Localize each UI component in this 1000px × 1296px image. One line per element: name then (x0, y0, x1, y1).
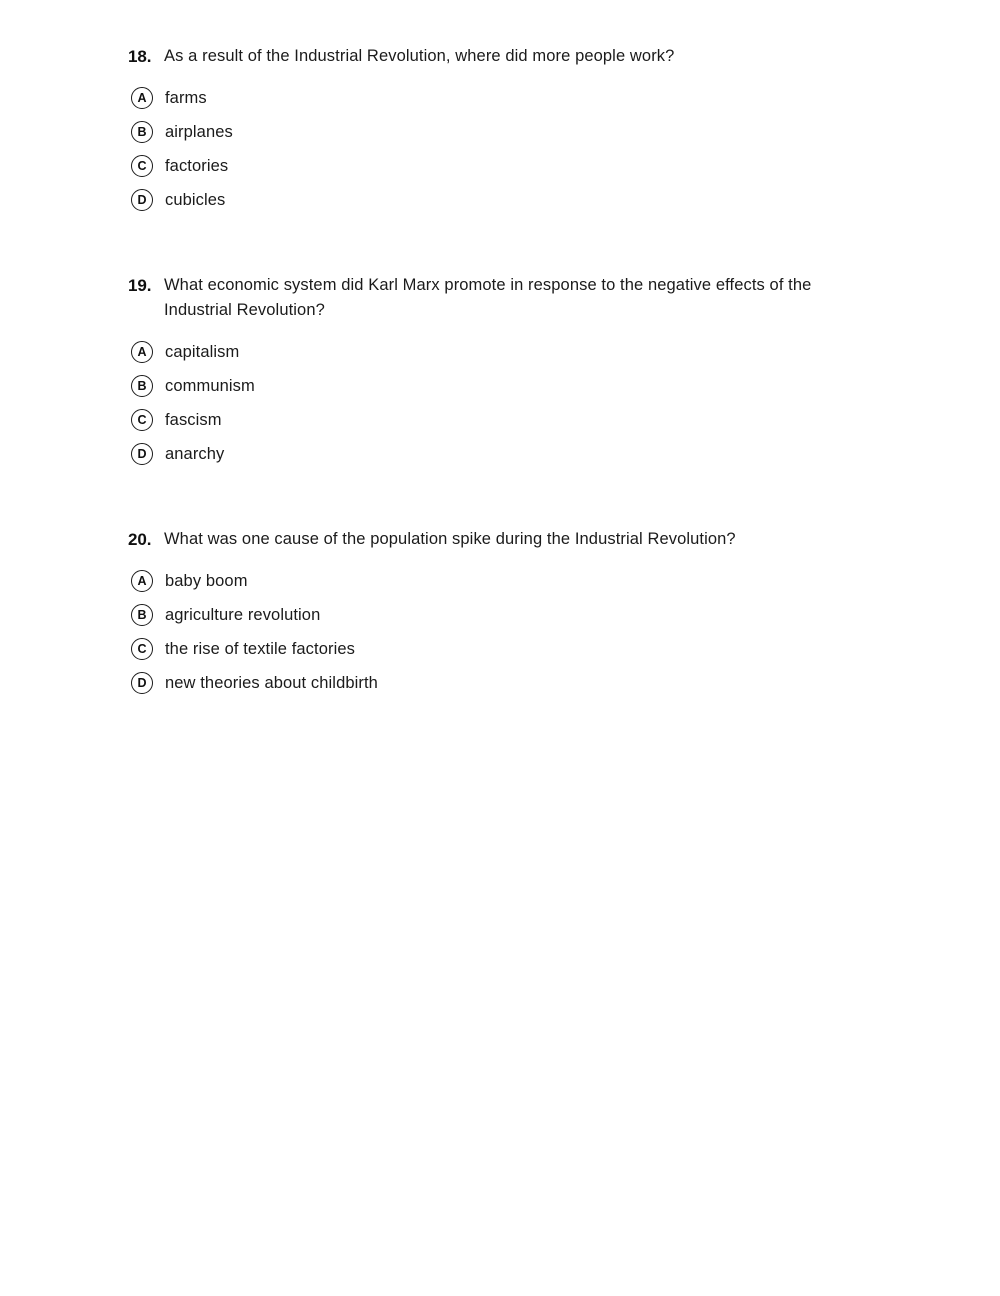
question-block (128, 273, 910, 471)
option-bubble-c[interactable]: C (131, 409, 153, 431)
question-stem (128, 273, 910, 323)
option-row[interactable] (128, 564, 910, 598)
option-label: agriculture revolution (165, 606, 321, 624)
option-label: fascism (165, 411, 222, 429)
option-bubble-a[interactable]: A (131, 570, 153, 592)
option-row[interactable] (128, 632, 910, 666)
option-row[interactable] (128, 81, 910, 115)
option-bubble-a[interactable]: A (131, 87, 153, 109)
option-bubble-b[interactable]: B (131, 604, 153, 626)
option-label: baby boom (165, 572, 248, 590)
option-label: capitalism (165, 343, 240, 361)
option-bubble-d[interactable]: D (131, 672, 153, 694)
option-list (128, 564, 910, 700)
question-text: As a result of the Industrial Revolution, where did more people work? (164, 47, 675, 65)
option-label: cubicles (165, 191, 226, 209)
option-label: factories (165, 157, 229, 175)
option-bubble-d[interactable]: D (131, 189, 153, 211)
question-block (128, 527, 910, 700)
option-row[interactable] (128, 403, 910, 437)
option-bubble-c[interactable]: C (131, 155, 153, 177)
option-bubble-a[interactable]: A (131, 341, 153, 363)
question-text: What economic system did Karl Marx promote in response to the negative effects of the Industrial Revolution? (164, 276, 812, 319)
option-row[interactable] (128, 183, 910, 217)
option-label: anarchy (165, 445, 225, 463)
option-label: communism (165, 377, 255, 395)
option-bubble-c[interactable]: C (131, 638, 153, 660)
option-bubble-b[interactable]: B (131, 121, 153, 143)
option-label: airplanes (165, 123, 233, 141)
option-row[interactable] (128, 369, 910, 403)
question-stem (128, 44, 910, 69)
question-stem (128, 527, 910, 552)
question-number: 19. (128, 276, 152, 295)
option-row[interactable] (128, 598, 910, 632)
option-row[interactable] (128, 437, 910, 471)
option-row[interactable] (128, 335, 910, 369)
option-label: farms (165, 89, 207, 107)
option-row[interactable] (128, 666, 910, 700)
question-number: 18. (128, 47, 152, 66)
question-number: 20. (128, 530, 152, 549)
question-text: What was one cause of the population spike during the Industrial Revolution? (164, 530, 736, 548)
option-list (128, 335, 910, 471)
option-bubble-d[interactable]: D (131, 443, 153, 465)
option-row[interactable] (128, 149, 910, 183)
option-row[interactable] (128, 115, 910, 149)
option-label: new theories about childbirth (165, 674, 378, 692)
option-bubble-b[interactable]: B (131, 375, 153, 397)
option-label: the rise of textile factories (165, 640, 355, 658)
question-block (128, 44, 910, 217)
option-list (128, 81, 910, 217)
